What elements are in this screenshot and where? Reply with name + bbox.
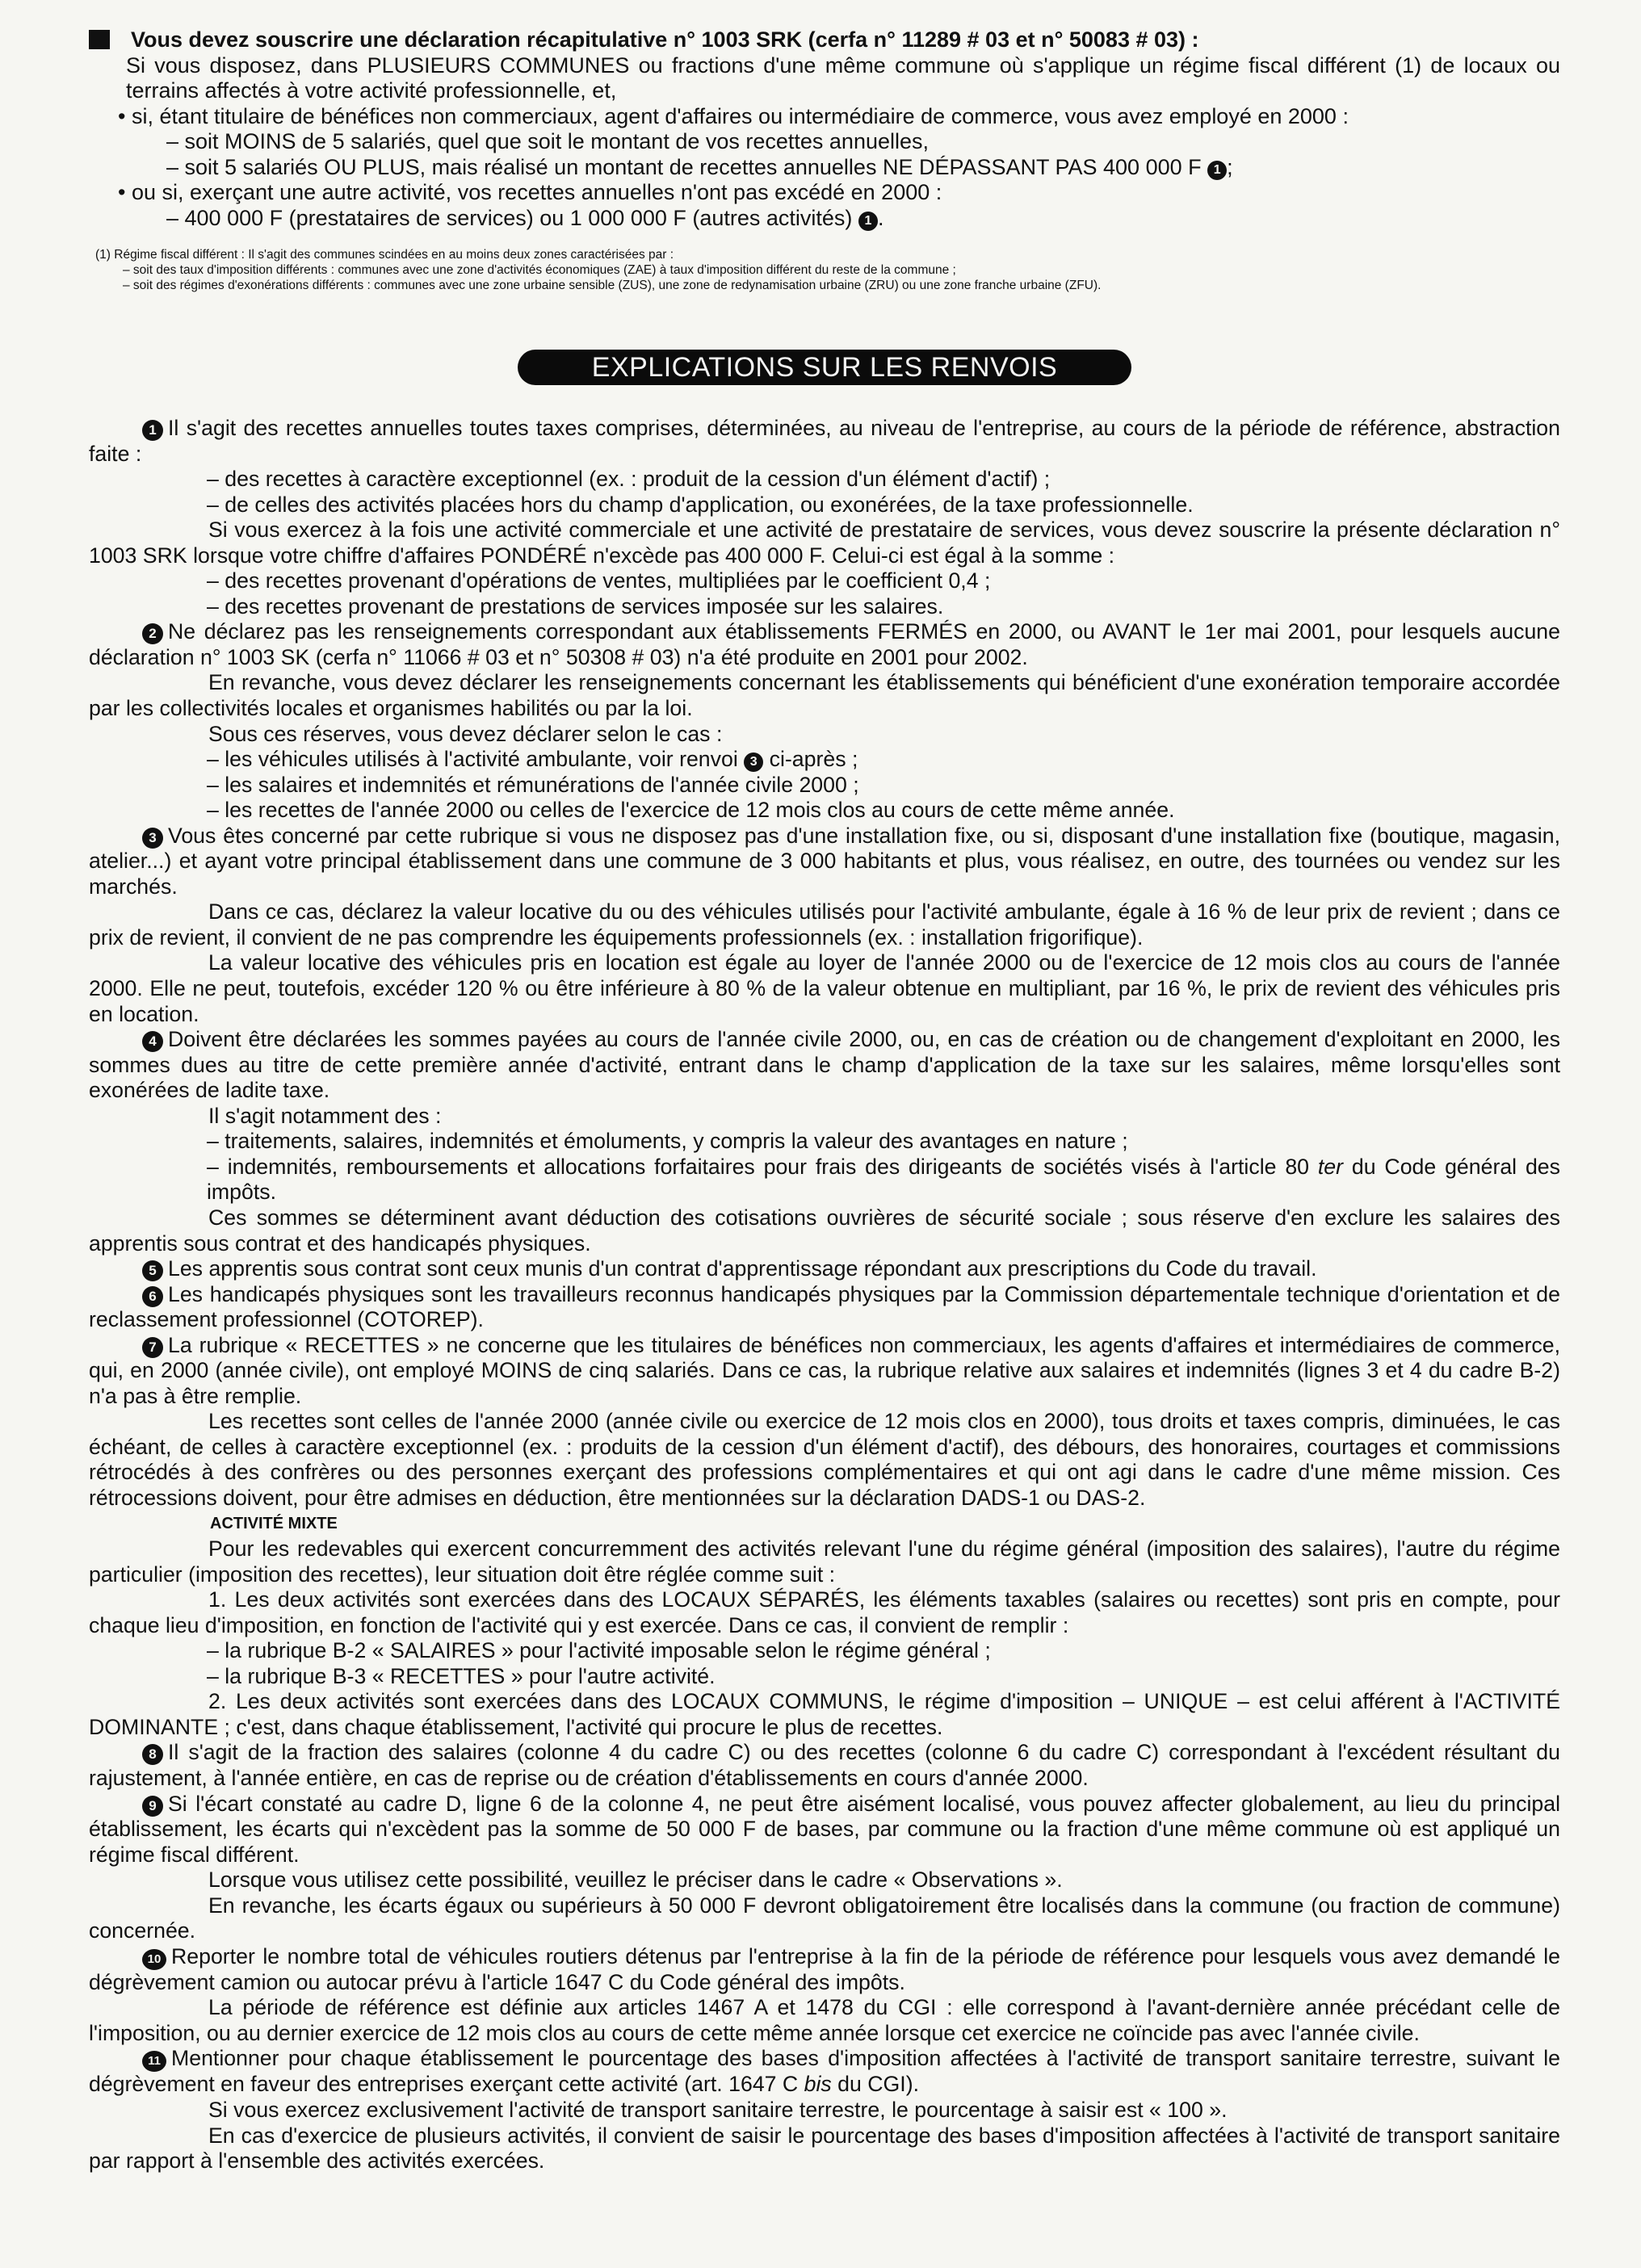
condition-autre: • ou si, exerçant une autre activité, vos recettes annuelles n'ont pas excédé en 2000 : [118, 180, 942, 204]
condition-autre-a: – 400 000 F (prestataires de services) ou 1 000 000 F (autres activités) 1 . [166, 205, 884, 230]
renvoi-number: 8 [142, 1744, 163, 1765]
renvoi-8: 8 Il s'agit de la fraction des salaires (colonne 4 du cadre C) ou des recettes (colonne 6 du cadre C) correspondant à l'excédent résultant du rajustement, à l'année entière, en cas de reprise ou de création d'établissements en cours d'année 2000. [89, 1740, 1560, 1790]
renvoi-number: 5 [142, 1260, 163, 1281]
renvoi-9: 9 Si l'écart constaté au cadre D, ligne 6 de la colonne 4, ne peut être aisément localisé, vous pouvez affecter globalement, au lieu du principal établissement, les écarts qui n'excèdent pas la somme de 50 000 F de bases, par commune ou la fraction d'une même commune où est appliqué un régime fiscal différent. [89, 1791, 1560, 1867]
footnotes [89, 247, 1560, 293]
renvoi-number: 4 [142, 1031, 163, 1052]
renvoi-6: 6 Les handicapés physiques sont les travailleurs reconnus handicapés physiques par la Commission départementale technique d'orientation et de reclassement professionnel (COTOREP). [89, 1281, 1560, 1332]
renvoi-number: 3 [142, 828, 163, 849]
explanations-body: 1 Il s'agit des recettes annuelles toutes taxes comprises, déterminées, au niveau de l'entreprise, au cours de la période de référence, abstraction faite : – des recettes à caractère exceptionnel (ex. : produit de la cession d'un élément d'actif) ; – de celles des activités placées hors du champ d'application, ou exonérées, de la taxe professionnelle. Si vous exercez à la fois une activité commerciale et une activité de prestataire de services, vous devez souscrire la présente déclaration n° 1003 SRK lorsque votre chiffre d'affaires PONDÉRÉ n'excède pas 400 000 F. Celui-ci est égal à la somme : – des recettes provenant d'opérations de ventes, multipliées par le coefficient 0,4 ; – des recettes provenant de prestations de services imposée sur les salaires. 2 Ne déclarez pas les renseignements correspondant aux établissements FERMÉS en 2000, ou AVANT le 1er mai 2001, pour lesquels aucune déclaration n° 1003 SK (cerfa n° 11066 # 03 et n° 50308 # 03) n'a été produite en 2001 pour 2002. En revanche, vous devez déclarer les renseignements concernant les établissements qui bénéficient d'une exonération temporaire accordée par les collectivités locales et organismes habilités ou par la loi. Sous ces réserves, vous devez déclarer selon le cas : – les véhicules utilisés à l'activité ambulante, voir renvoi 3 ci-après ; – les salaires et indemnités et rémunérations de l'année civile 2000 ; – les recettes de l'année 2000 ou celles de l'exercice de 12 mois clos au cours de cette même année. 3 Vous êtes concerné par cette rubrique si vous ne disposez pas d'une installation fixe, ou si, disposant d'une installation fixe (boutique, magasin, atelier...) et ayant votre principal établissement dans une commune de 3 000 habitants et plus, vous réalisez, en outre, des tournées ou vendez sur les marchés. Dans ce cas, déclarez la valeur locative du ou des véhicules utilisés pour l'activité ambulante, égale à 16 % de leur prix de revient ; dans ce prix de revient, il convient de ne pas comprendre les équipements professionnels (ex. : installation frigorifique). La valeur locative des véhicules pris en location est égale au loyer de l'année 2000 ou de l'exercice de 12 mois clos au cours de l'année 2000. Elle ne peut, toutefois, excéder 120 % ou être inférieure à 80 % de la valeur obtenue en multipliant, par 16 %, le prix de revient des véhicules pris en location. 4 Doivent être déclarées les sommes payées au cours de l'année civile 2000, ou, en cas de création ou de changement d'exploitant en 2000, les sommes dues au titre de cette première année d'activité, entrant dans le champ d'application de la taxe sur les salaires, même lorsqu'elles sont exonérées de ladite taxe. Il s'agit notamment des : – traitements, salaires, indemnités et émoluments, y compris la valeur des avantages en nature ; – indemnités, remboursements et allocations forfaitaires pour frais des dirigeants de sociétés visés à l'article 80 ter du Code général des impôts. Ces sommes se déterminent avant déduction des cotisations ouvrières de sécurité sociale ; sous réserve d'en exclure les salaires des apprentis sous contrat et des handicapés physiques. 5 Les apprentis sous contrat sont ceux munis d'un contrat d'apprentissage répondant aux prescriptions du Code du travail. 6 Les handicapés physiques sont les travailleurs reconnus handicapés physiques par la Commission départementale technique d'orientation et de reclassement professionnel (COTOREP). 7 La rubrique « RECETTES » ne concerne que les titulaires de bénéfices non commerciaux, les agents d'affaires et intermédiaires de commerce, qui, en 2000 (année civile), ont employé MOINS de cinq salariés. Dans ce cas, la rubrique relative aux salaires et indemnités (lignes 3 et 4 du cadre B-2) n'a pas à être remplie. Les recettes sont celles de l'année 2000 (année civile ou exercice de 12 mois clos en 2000), tous droits et taxes compris, diminuées, le cas échéant, de celles à caractère exceptionnel (ex. : produits de la cession d'un élément d'actif), des débours, des honoraires, courtages et commissions rétrocédés à des confrères ou des personnes exerçant des professions complémentaires et qui ont agi dans le cadre d'une même mission. Ces rétrocessions doivent, pour être admises en déduction, être mentionnées sur la déclaration DADS-1 ou DAS-2. ACTIVITÉ MIXTE Pour les redevables qui exercent concurremment des activités relevant l'une du régime général (imposition des salaires), l'autre du régime particulier (imposition des recettes), leur situation doit être réglée comme suit : 1. Les deux activités sont exercées dans des LOCAUX SÉPARÉS, les éléments taxables (salaires ou recettes) sont pris en compte, pour chaque lieu d'imposition, en fonction de l'activité qui y est exercée. Dans ce cas, il convient de remplir : – la rubrique B-2 « SALAIRES » pour l'activité imposable selon le régime général ; – la rubrique B-3 « RECETTES » pour l'autre activité. 2. Les deux activités sont exercées dans des LOCAUX COMMUNS, le régime d'imposition – UNIQUE – est celui afférent à l'ACTIVITÉ DOMINANTE ; c'est, dans chaque établissement, l'activité qui procure le plus de recettes. 8 Il s'agit de la fraction des salaires (colonne 4 du cadre C) ou des recettes (colonne 6 du cadre C) correspondant à l'excédent résultant du rajustement, à l'année entière, en cas de reprise ou de création d'établissements en cours d'année 2000. 9 Si l'écart constaté au cadre D, ligne 6 de la colonne 4, ne peut être aisément localisé, vous pouvez affecter globalement, au lieu du principal établissement, les écarts qui n'excèdent pas la somme de 50 000 F de bases, par commune ou la fraction d'une même commune où est appliqué un régime fiscal différent. Lorsque vous utilisez cette possibilité, veuillez le préciser dans le cadre « Observations ». En revanche, les écarts égaux ou supérieurs à 50 000 F devront obligatoirement être localisés dans la commune (ou fraction de commune) concernée. 10 Reporter le nombre total de véhicules routiers détenus par l'entreprise à la fin de la période de référence pour lesquels vous avez demandé le dégrèvement camion ou autocar prévu à l'article 1647 C du Code général des impôts. La période de référence est définie aux articles 1467 A et 1478 du CGI : elle correspond à l'avant-dernière année précédant celle de l'imposition, ou au dernier exercice de 12 mois clos au cours de cette même année lorsque cet exercice ne coïncide pas avec l'année civile. 11 Mentionner pour chaque établissement le pourcentage des bases d'imposition affectées à l'activité de transport sanitaire terrestre, suivant le dégrèvement en faveur des entreprises exerçant cette activité (art. 1647 C bis du CGI). Si vous exercez exclusivement l'activité de transport sanitaire terrestre, le pourcentage à saisir est « 100 ». En cas d'exercice de plusieurs activités, il convient de saisir le pourcentage des bases d'imposition affectées à l'activité de transport sanitaire par rapport à l'ensemble des activités exercées. [89, 416, 1560, 2174]
condition-bnc-a: – soit MOINS de 5 salariés, quel que soit le montant de vos recettes annuelles, [166, 129, 930, 153]
renvoi-number: 9 [142, 1796, 163, 1817]
renvoi-3: 3 Vous êtes concerné par cette rubrique si vous ne disposez pas d'une installation fixe, ou si, disposant d'une installation fixe (boutique, magasin, atelier...) et ayant votre principal établissement dans une commune de 3 000 habitants et plus, vous réalisez, en outre, des tournées ou vendez sur les marchés. [89, 823, 1560, 899]
section-banner: EXPLICATIONS SUR LES RENVOIS [518, 350, 1131, 385]
condition-bnc: • si, étant titulaire de bénéfices non commerciaux, agent d'affaires ou intermédiaire de commerce, vous avez employé en 2000 : [118, 103, 1349, 128]
condition-locaux: Si vous disposez, dans PLUSIEURS COMMUNES ou fractions d'une même commune où s'applique un régime fiscal différent (1) de locaux ou terrains affectés à votre activité professionnelle, et, [126, 52, 1560, 103]
top-section [89, 27, 1560, 231]
renvoi-number: 10 [142, 1949, 166, 1970]
renvoi-number: 11 [142, 2051, 166, 2072]
renvoi-1: 1 Il s'agit des recettes annuelles toutes taxes comprises, déterminées, au niveau de l'entreprise, au cours de la période de référence, abstraction faite : [89, 416, 1560, 466]
renvoi-10: 10 Reporter le nombre total de véhicules routiers détenus par l'entreprise à la fin de la période de référence pour lesquels vous avez demandé le dégrèvement camion ou autocar prévu à l'article 1647 C du Code général des impôts. [89, 1943, 1560, 1994]
renvoi-marker: 3 [744, 753, 763, 772]
renvoi-5: 5 Les apprentis sous contrat sont ceux munis d'un contrat d'apprentissage répondant aux prescriptions du Code du travail. [89, 1256, 1560, 1282]
footnote-1: (1) Régime fiscal différent : Il s'agit des communes scindées en au moins deux zones caractérisées par : [95, 248, 674, 262]
renvoi-marker: 1 [858, 212, 878, 231]
footnote-3: – soit des régimes d'exonérations différents : communes avec une zone urbaine sensible (ZUS), une zone de redynamisation urbaine (ZRU) ou une zone franche urbaine (ZFU). [123, 279, 1102, 292]
footnote-2: – soit des taux d'imposition différents : communes avec une zone d'activités économiques (ZAE) à taux d'imposition différent du reste de la commune ; [123, 263, 956, 277]
renvoi-number: 6 [142, 1286, 163, 1307]
renvoi-marker: 1 [1207, 161, 1227, 180]
subheading-activite-mixte: ACTIVITÉ MIXTE [210, 1514, 338, 1532]
renvoi-number: 1 [142, 420, 163, 441]
renvoi-11: 11 Mentionner pour chaque établissement le pourcentage des bases d'imposition affectées à l'activité de transport sanitaire terrestre, suivant le dégrèvement en faveur des entreprises exerçant cette activité (art. 1647 C bis du CGI). [89, 2046, 1560, 2097]
top-heading: Vous devez souscrire une déclaration récapitulative n° 1003 SRK (cerfa n° 11289 # 03 et n° 50083 # 03) : [131, 27, 1199, 52]
renvoi-2: 2 Ne déclarez pas les renseignements correspondant aux établissements FERMÉS en 2000, ou AVANT le 1er mai 2001, pour lesquels aucune déclaration n° 1003 SK (cerfa n° 11066 # 03 et n° 50308 # 03) n'a été produite en 2001 pour 2002. [89, 619, 1560, 669]
renvoi-7: 7 La rubrique « RECETTES » ne concerne que les titulaires de bénéfices non commerciaux, les agents d'affaires et intermédiaires de commerce, qui, en 2000 (année civile), ont employé MOINS de cinq salariés. Dans ce cas, la rubrique relative aux salaires et indemnités (lignes 3 et 4 du cadre B-2) n'a pas à être remplie. [89, 1332, 1560, 1408]
condition-bnc-b: – soit 5 salariés OU PLUS, mais réalisé un montant de recettes annuelles NE DÉPASSANT PAS 400 000 F 1 ; [166, 154, 1233, 179]
renvoi-number: 7 [142, 1337, 163, 1358]
square-bullet-icon [89, 30, 110, 49]
renvoi-number: 2 [142, 623, 163, 644]
renvoi-4: 4 Doivent être déclarées les sommes payées au cours de l'année civile 2000, ou, en cas de création ou de changement d'exploitant en 2000, les sommes dues au titre de cette première année d'activité, entrant dans le champ d'application de la taxe sur les salaires, même lorsqu'elles sont exonérées de ladite taxe. [89, 1027, 1560, 1103]
